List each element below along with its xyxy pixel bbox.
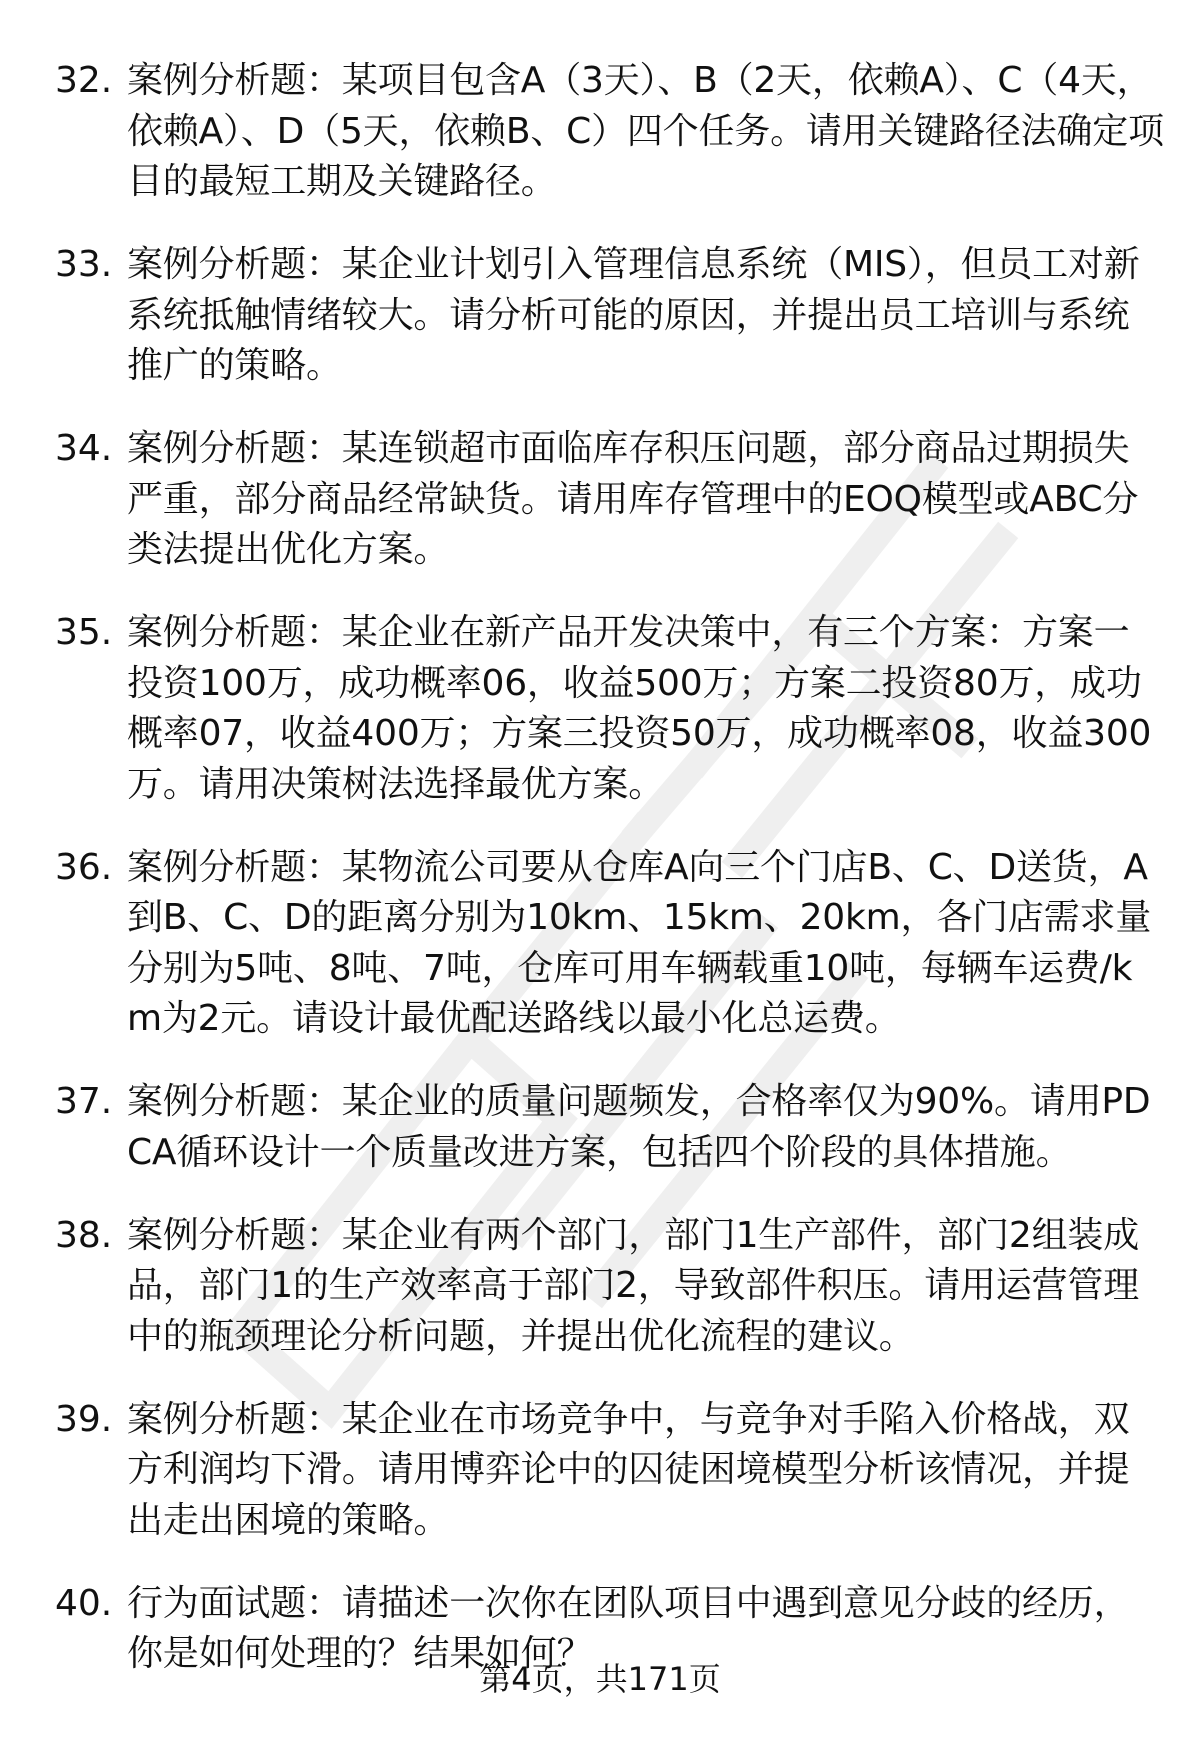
question-item [55,1077,1165,1178]
question-list [55,56,1165,1712]
question-text: 案例分析题：某企业在新产品开发决策中，有三个方案：方案一投资100万，成功概率06，收益500万；方案二投资80万，成功概率07，收益400万；方案三投资50万，成功概率08，收益300万。请用决策树法选择最优方案。 [127,612,1152,805]
question-text: 案例分析题：某连锁超市面临库存积压问题，部分商品过期损失严重，部分商品经常缺货。请用库存管理中的EOQ模型或ABC分类法提出优化方案。 [127,428,1139,570]
question-item [55,1211,1165,1363]
question-item [55,608,1165,810]
question-item [55,56,1165,208]
question-text: 案例分析题：某项目包含A（3天）、B（2天，依赖A）、C（4天，依赖A）、D（5天，依赖B、C）四个任务。请用关键路径法确定项目的最短工期及关键路径。 [127,60,1164,202]
page-footer: 第4页，共171页 [479,1660,721,1698]
question-text: 案例分析题：某企业的质量问题频发，合格率仅为90%。请用PDCA循环设计一个质量改进方案，包括四个阶段的具体措施。 [127,1081,1151,1173]
question-number: 32. [55,60,113,101]
question-text: 案例分析题：某企业有两个部门，部门1生产部件，部门2组装成品，部门1的生产效率高于部门2，导致部件积压。请用运营管理中的瓶颈理论分析问题，并提出优化流程的建议。 [127,1214,1140,1357]
question-text: 行为面试题：请描述一次你在团队项目中遇到意见分歧的经历，你是如何处理的？结果如何？ [127,1582,1130,1674]
question-text: 案例分析题：某企业在市场竞争中，与竞争对手陷入价格战，双方利润均下滑。请用博弈论中的囚徒困境模型分析该情况，并提出走出困境的策略。 [127,1398,1130,1541]
question-number: 37. [55,1081,113,1122]
question-text: 案例分析题：某物流公司要从仓库A向三个门店B、C、D送货，A到B、C、D的距离分别为10km、15km、20km，各门店需求量分别为5吨、8吨、7吨，仓库可用车辆载重10吨，每辆车运费/km为2元。请设计最优配送路线以最小化总运费。 [127,846,1152,1039]
question-number: 38. [55,1214,113,1256]
question-text: 案例分析题：某企业计划引入管理信息系统（MIS），但员工对新系统抵触情绪较大。请分析可能的原因，并提出员工培训与系统推广的策略。 [127,244,1140,386]
question-number: 39. [55,1398,113,1440]
question-number: 40. [55,1582,113,1624]
question-item [55,1395,1165,1547]
question-item [55,843,1165,1045]
question-number: 36. [55,846,113,888]
question-number: 34. [55,428,113,469]
question-item [55,240,1165,392]
question-number: 35. [55,612,113,653]
question-number: 33. [55,244,113,285]
question-item [55,424,1165,576]
